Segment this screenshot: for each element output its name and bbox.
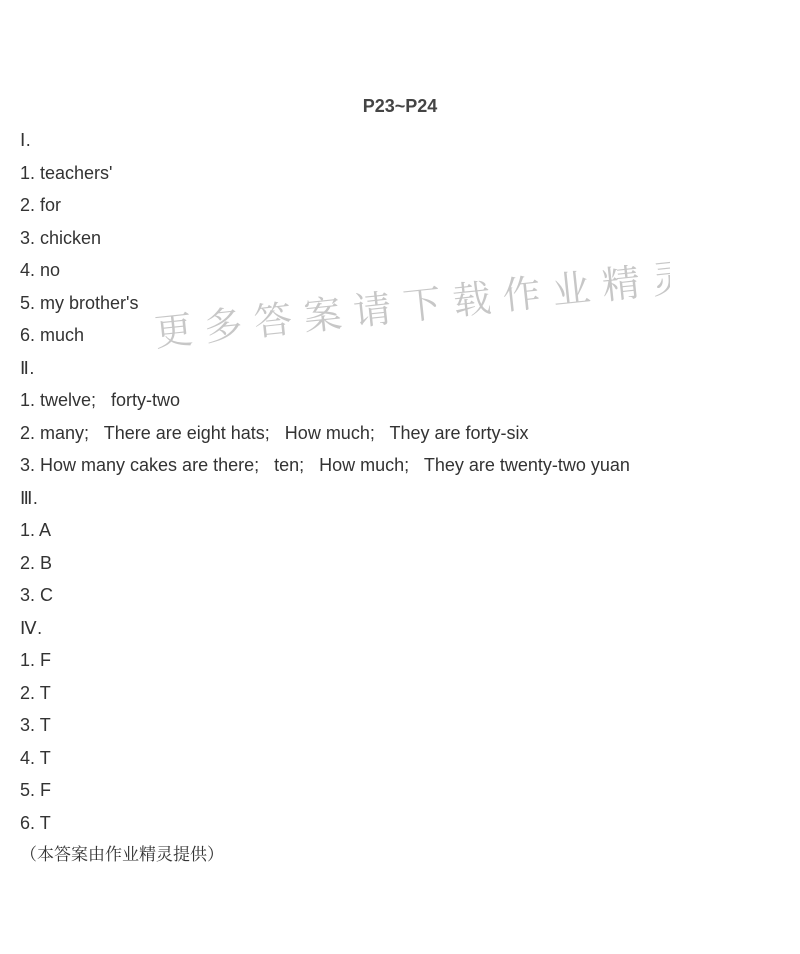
watermark-text: 更多答案请下载作业精灵	[152, 258, 670, 355]
answer-line: 4. T	[20, 747, 51, 768]
answer-line: 3. T	[20, 715, 51, 735]
section-heading-4: Ⅳ.	[20, 617, 43, 638]
answer-line: 1. teachers'	[20, 162, 113, 183]
page-title: P23~P24	[362, 96, 438, 116]
section-heading-3: Ⅲ.	[20, 487, 39, 508]
answer-line: 1. A	[20, 520, 52, 540]
section-heading-2: Ⅱ.	[20, 357, 35, 378]
answer-line: 2. T	[20, 682, 51, 703]
footer-credit: （本答案由作业精灵提供）	[20, 845, 224, 864]
answer-line: 3. How many cakes are there; ten; How much; They are twenty-two yuan	[20, 455, 630, 475]
answer-line: 6. T	[20, 812, 51, 833]
answer-line: 3. chicken	[20, 227, 102, 248]
answer-list	[20, 124, 780, 872]
answer-line: 2. B	[20, 552, 53, 573]
section-heading-1: Ⅰ.	[20, 130, 32, 150]
answer-line: 3. C	[20, 585, 54, 605]
answer-line: 2. for	[20, 195, 62, 215]
answer-line: 1. twelve; forty-two	[20, 390, 181, 410]
answer-line: 1. F	[20, 650, 52, 670]
answer-line: 5. my brother's	[20, 292, 139, 313]
answer-line: 6. much	[20, 325, 85, 345]
answer-line: 4. no	[20, 260, 61, 280]
answer-line: 2. many; There are eight hats; How much; They are forty-six	[20, 422, 529, 443]
answer-line: 5. F	[20, 780, 52, 800]
